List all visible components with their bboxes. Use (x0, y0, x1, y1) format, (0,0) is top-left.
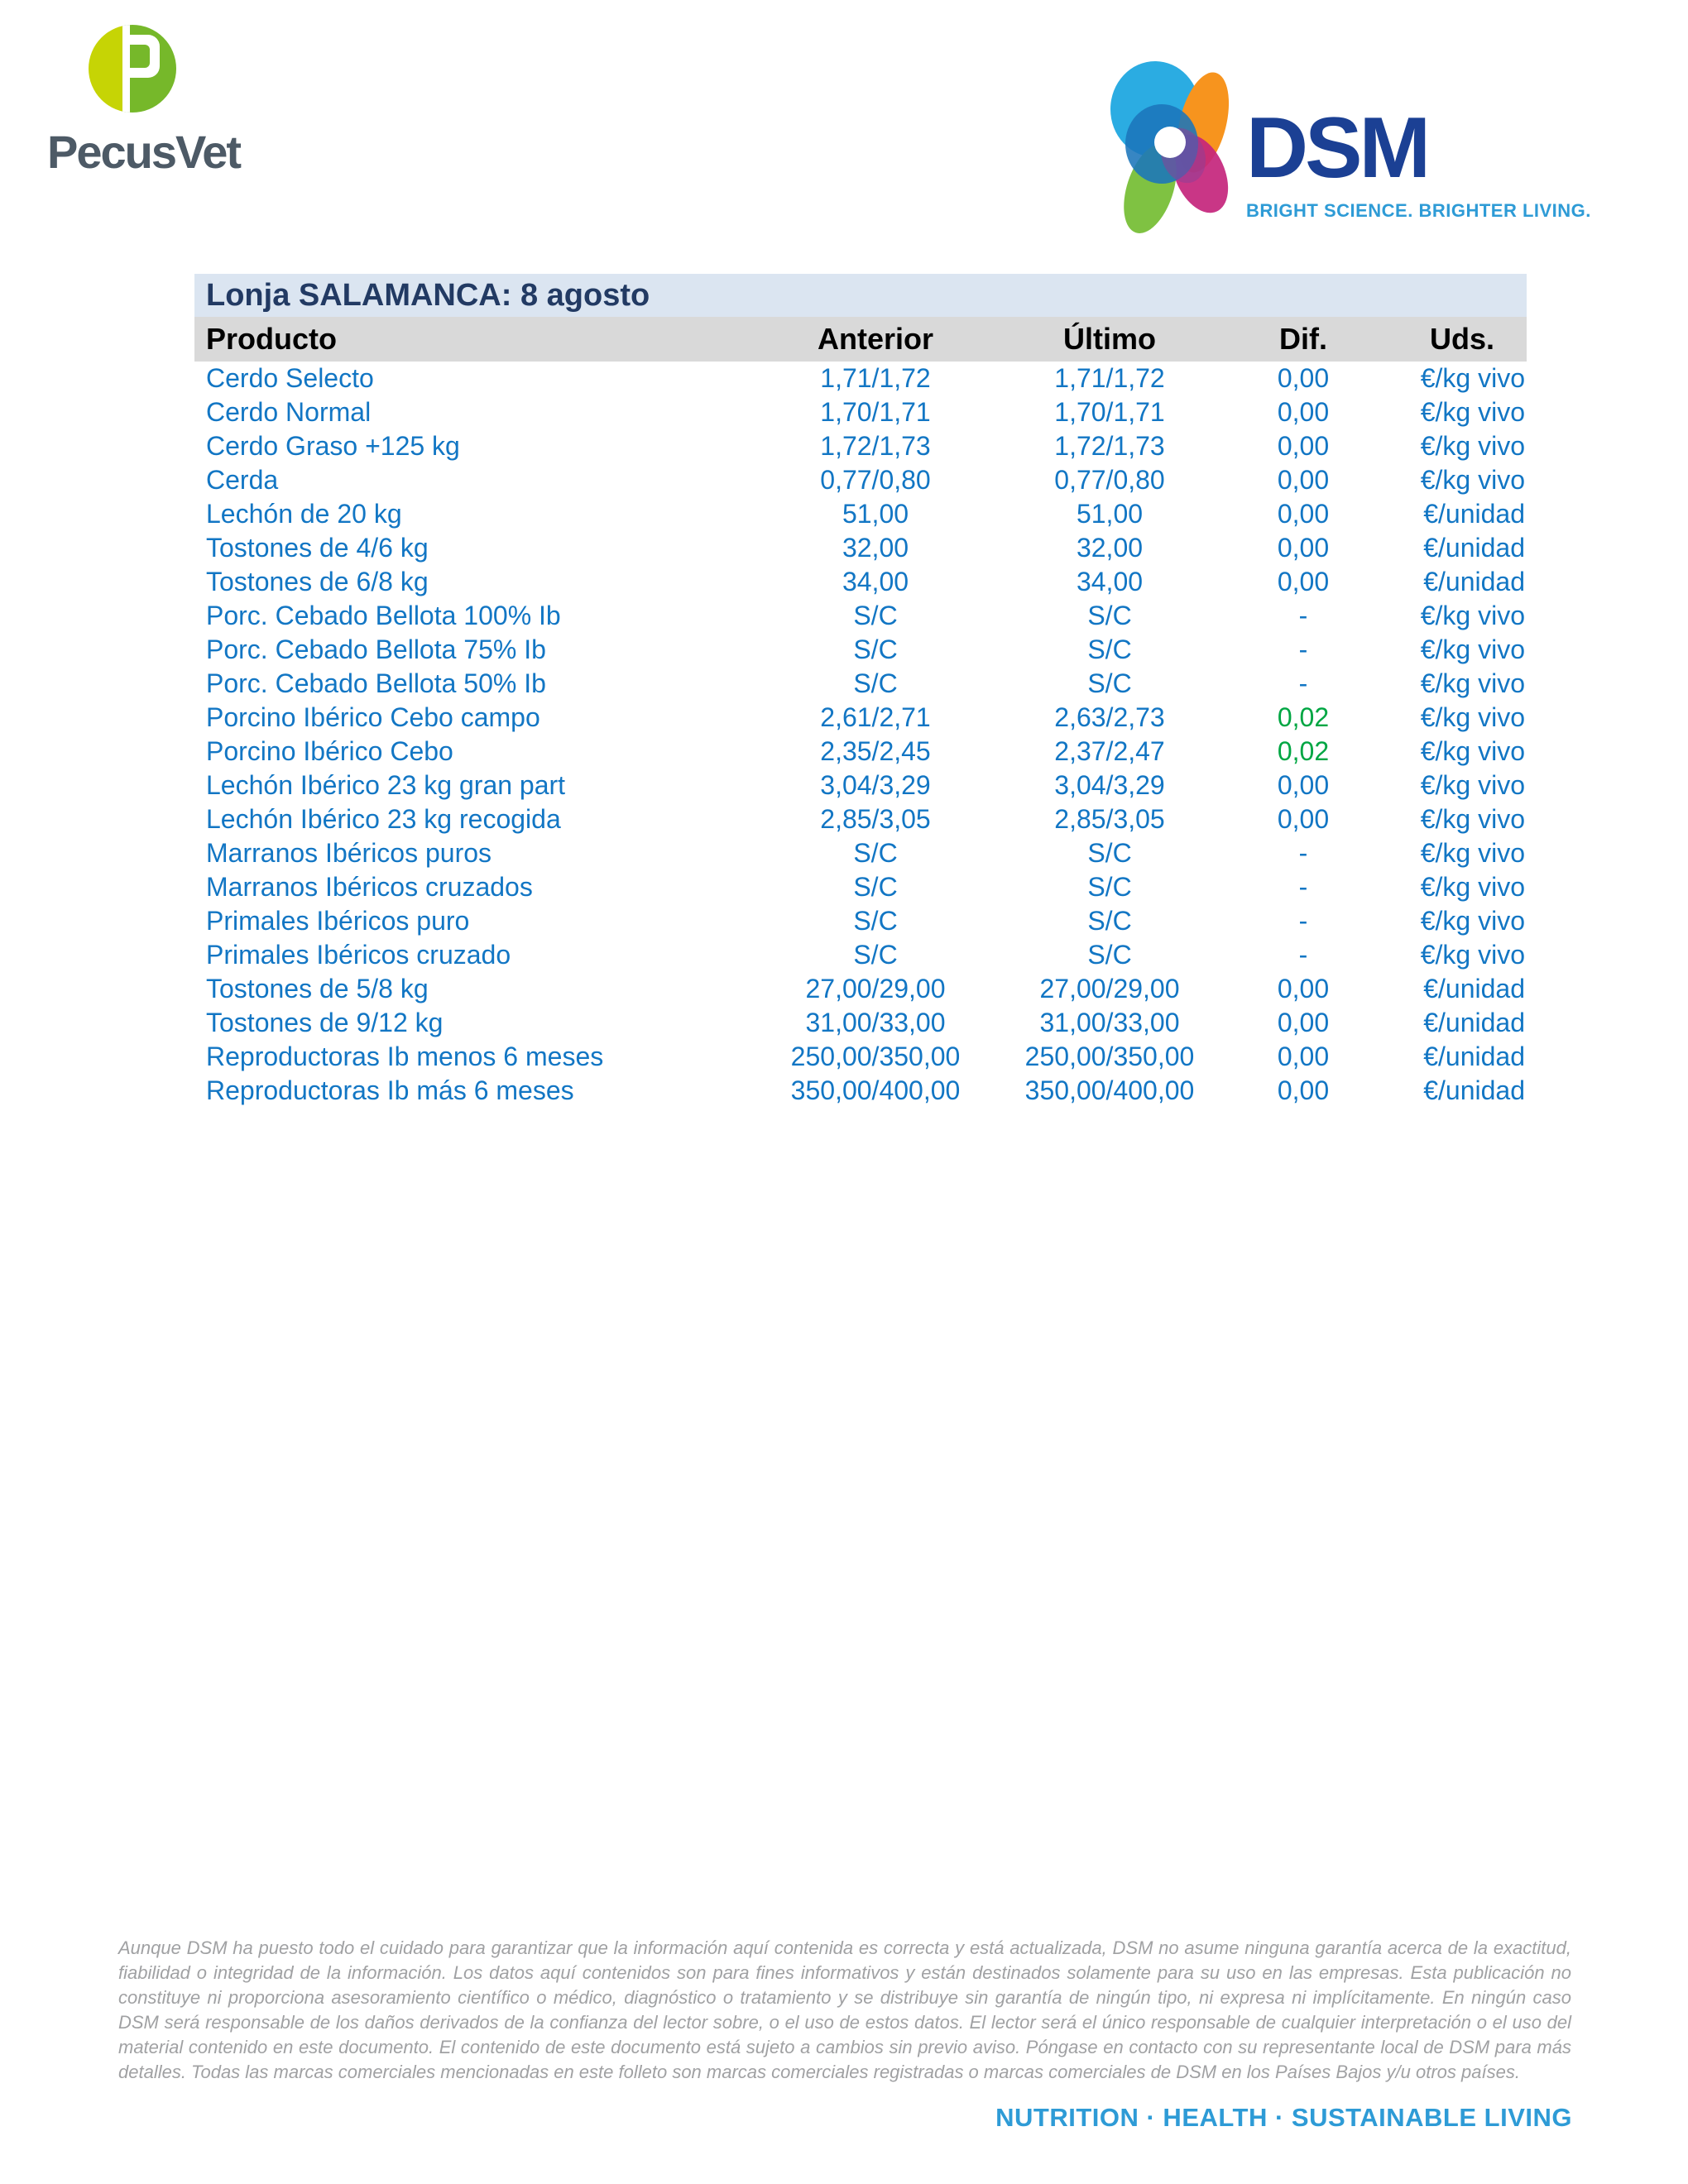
cell-producto: Cerdo Graso +125 kg (206, 431, 460, 461)
table-row (194, 362, 1527, 395)
cell-uds: €/unidad (1423, 499, 1525, 529)
cell-dif: 0,00 (1277, 770, 1330, 800)
table-row (194, 463, 1527, 497)
cell-anterior: 3,04/3,29 (820, 770, 931, 800)
cell-ultimo: S/C (1087, 635, 1132, 664)
cell-anterior: 51,00 (842, 499, 909, 529)
cell-anterior: 1,71/1,72 (820, 363, 931, 393)
table-row (194, 1040, 1527, 1074)
cell-ultimo: 1,70/1,71 (1054, 397, 1165, 427)
cell-anterior: 31,00/33,00 (805, 1008, 946, 1037)
footer-tagline: NUTRITION · HEALTH · SUSTAINABLE LIVING (995, 2103, 1572, 2132)
cell-ultimo: 350,00/400,00 (1024, 1075, 1195, 1105)
cell-producto: Reproductoras Ib menos 6 meses (206, 1042, 604, 1071)
cell-anterior: 1,72/1,73 (820, 431, 931, 461)
cell-dif: - (1298, 906, 1308, 936)
table-row (194, 972, 1527, 1006)
cell-anterior: 2,35/2,45 (820, 736, 931, 766)
cell-uds: €/unidad (1423, 533, 1525, 563)
cell-ultimo: 3,04/3,29 (1054, 770, 1165, 800)
cell-uds: €/kg vivo (1420, 838, 1525, 868)
cell-anterior: S/C (853, 906, 898, 936)
cell-uds: €/kg vivo (1420, 940, 1525, 970)
cell-ultimo: 0,77/0,80 (1054, 465, 1165, 495)
cell-uds: €/kg vivo (1420, 431, 1525, 461)
cell-dif: 0,00 (1277, 465, 1330, 495)
cell-ultimo: 27,00/29,00 (1039, 974, 1180, 1003)
cell-producto: Porc. Cebado Bellota 100% Ib (206, 601, 561, 630)
cell-anterior: 2,61/2,71 (820, 702, 931, 732)
table-row (194, 429, 1527, 463)
table-row (194, 599, 1527, 633)
cell-dif: 0,00 (1277, 1042, 1330, 1071)
column-header-ultimo: Último (1063, 322, 1156, 356)
cell-ultimo: 2,37/2,47 (1054, 736, 1165, 766)
table-row (194, 1006, 1527, 1040)
column-header-producto: Producto (206, 322, 337, 356)
cell-ultimo: S/C (1087, 872, 1132, 902)
cell-anterior: S/C (853, 872, 898, 902)
cell-uds: €/unidad (1423, 1008, 1525, 1037)
cell-producto: Porcino Ibérico Cebo campo (206, 702, 540, 732)
cell-dif: 0,00 (1277, 804, 1330, 834)
dsm-wordmark: DSM (1246, 100, 1428, 196)
cell-uds: €/kg vivo (1420, 906, 1525, 936)
cell-producto: Tostones de 5/8 kg (206, 974, 429, 1003)
cell-uds: €/kg vivo (1420, 465, 1525, 495)
cell-ultimo: 2,63/2,73 (1054, 702, 1165, 732)
cell-ultimo: 250,00/350,00 (1024, 1042, 1195, 1071)
cell-dif: - (1298, 838, 1308, 868)
cell-uds: €/kg vivo (1420, 872, 1525, 902)
cell-dif: 0,00 (1277, 397, 1330, 427)
cell-anterior: S/C (853, 601, 898, 630)
table-row (194, 565, 1527, 599)
cell-dif: 0,00 (1277, 533, 1330, 563)
cell-anterior: S/C (853, 838, 898, 868)
pecusvet-logo-icon (89, 25, 176, 113)
cell-uds: €/kg vivo (1420, 601, 1525, 630)
dsm-logo (1107, 58, 1591, 238)
table-row (194, 735, 1527, 769)
cell-dif: 0,00 (1277, 1008, 1330, 1037)
table-row (194, 802, 1527, 836)
cell-producto: Lechón Ibérico 23 kg gran part (206, 770, 566, 800)
cell-uds: €/unidad (1423, 1042, 1525, 1071)
cell-producto: Tostones de 4/6 kg (206, 533, 429, 563)
dsm-tagline: BRIGHT SCIENCE. BRIGHTER LIVING. (1246, 199, 1591, 221)
table-row (194, 938, 1527, 972)
dsm-logo-icon (1107, 58, 1233, 238)
cell-uds: €/kg vivo (1420, 804, 1525, 834)
cell-ultimo: S/C (1087, 838, 1132, 868)
cell-producto: Marranos Ibéricos puros (206, 838, 492, 868)
cell-uds: €/kg vivo (1420, 363, 1525, 393)
table-row (194, 870, 1527, 904)
table-row (194, 904, 1527, 938)
price-table (194, 274, 1527, 1108)
cell-dif: 0,00 (1277, 431, 1330, 461)
cell-ultimo: S/C (1087, 940, 1132, 970)
table-body (194, 362, 1527, 1108)
cell-ultimo: 1,72/1,73 (1054, 431, 1165, 461)
cell-dif: - (1298, 668, 1308, 698)
cell-anterior: S/C (853, 940, 898, 970)
cell-uds: €/unidad (1423, 567, 1525, 596)
table-row (194, 497, 1527, 531)
cell-dif: 0,00 (1277, 567, 1330, 596)
cell-anterior: 27,00/29,00 (805, 974, 946, 1003)
cell-producto: Cerdo Normal (206, 397, 372, 427)
cell-uds: €/kg vivo (1420, 635, 1525, 664)
cell-producto: Porc. Cebado Bellota 75% Ib (206, 635, 546, 664)
cell-producto: Lechón Ibérico 23 kg recogida (206, 804, 561, 834)
cell-dif: 0,02 (1277, 736, 1330, 766)
table-row (194, 836, 1527, 870)
column-header-anterior: Anterior (817, 322, 933, 356)
cell-dif: - (1298, 635, 1308, 664)
cell-dif: 0,02 (1277, 702, 1330, 732)
cell-anterior: 34,00 (842, 567, 909, 596)
cell-producto: Primales Ibéricos puro (206, 906, 470, 936)
cell-dif: 0,00 (1277, 1075, 1330, 1105)
dsm-text-block (1246, 100, 1591, 222)
cell-anterior: 0,77/0,80 (820, 465, 931, 495)
table-row (194, 531, 1527, 565)
cell-uds: €/kg vivo (1420, 397, 1525, 427)
cell-ultimo: 1,71/1,72 (1054, 363, 1165, 393)
cell-producto: Primales Ibéricos cruzado (206, 940, 511, 970)
table-header-row (194, 317, 1527, 362)
cell-dif: 0,00 (1277, 499, 1330, 529)
cell-ultimo: S/C (1087, 601, 1132, 630)
column-header-uds: Uds. (1429, 322, 1494, 356)
cell-dif: - (1298, 872, 1308, 902)
table-row (194, 769, 1527, 802)
cell-dif: - (1298, 940, 1308, 970)
cell-ultimo: S/C (1087, 668, 1132, 698)
disclaimer-text: Aunque DSM ha puesto todo el cuidado para garantizar que la información aquí contenida es correcta y está actualizada, DSM no asume ninguna garantía acerca de la exactitud, fiabilidad o integridad de la información. Los datos aquí contenidos son para fines informativos y están destinados solamente para su uso en las empresas. Esta publicación no constituye ni proporciona asesoramiento científico o médico, diagnóstico o tratamiento y se distribuye sin garantía de ningún tipo, ni expresa ni implícitamente. En ningún caso DSM será responsable de los daños derivados de la confianza del lector sobre, o el uso de estos datos. El lector será el único responsable de cualquier interpretación o el uso del material contenido en este documento. El contenido de este documento está sujeto a cambios sin previo aviso. Póngase en contacto con su representante local de DSM para más detalles. Todas las marcas comerciales mencionadas en este folleto son marcas comerciales registradas o marcas comerciales de DSM en los Países Bajos y/u otros países. (118, 1937, 1571, 2082)
cell-producto: Reproductoras Ib más 6 meses (206, 1075, 574, 1105)
cell-anterior: 350,00/400,00 (790, 1075, 961, 1105)
cell-uds: €/kg vivo (1420, 736, 1525, 766)
cell-anterior: 250,00/350,00 (790, 1042, 961, 1071)
table-row (194, 701, 1527, 735)
cell-ultimo: 34,00 (1076, 567, 1144, 596)
cell-producto: Porc. Cebado Bellota 50% Ib (206, 668, 546, 698)
cell-uds: €/unidad (1423, 974, 1525, 1003)
cell-producto: Cerdo Selecto (206, 363, 374, 393)
pecusvet-logo (47, 25, 241, 178)
table-title: Lonja SALAMANCA: 8 agosto (194, 274, 1527, 317)
cell-producto: Porcino Ibérico Cebo (206, 736, 453, 766)
cell-producto: Tostones de 9/12 kg (206, 1008, 444, 1037)
cell-dif: 0,00 (1277, 974, 1330, 1003)
cell-anterior: 2,85/3,05 (820, 804, 931, 834)
cell-producto: Tostones de 6/8 kg (206, 567, 429, 596)
cell-dif: - (1298, 601, 1308, 630)
column-header-dif: Dif. (1279, 322, 1327, 356)
cell-ultimo: 31,00/33,00 (1039, 1008, 1180, 1037)
table-row (194, 633, 1527, 667)
cell-dif: 0,00 (1277, 363, 1330, 393)
cell-uds: €/kg vivo (1420, 770, 1525, 800)
pecusvet-wordmark: PecusVet (47, 126, 241, 178)
cell-anterior: S/C (853, 635, 898, 664)
cell-uds: €/unidad (1423, 1075, 1525, 1105)
cell-uds: €/kg vivo (1420, 668, 1525, 698)
cell-anterior: S/C (853, 668, 898, 698)
cell-anterior: 1,70/1,71 (820, 397, 931, 427)
cell-producto: Cerda (206, 465, 279, 495)
cell-uds: €/kg vivo (1420, 702, 1525, 732)
cell-ultimo: 51,00 (1076, 499, 1144, 529)
table-row (194, 667, 1527, 701)
cell-producto: Marranos Ibéricos cruzados (206, 872, 533, 902)
cell-ultimo: 2,85/3,05 (1054, 804, 1165, 834)
table-row (194, 395, 1527, 429)
cell-ultimo: S/C (1087, 906, 1132, 936)
cell-producto: Lechón de 20 kg (206, 499, 402, 529)
cell-anterior: 32,00 (842, 533, 909, 563)
cell-ultimo: 32,00 (1076, 533, 1144, 563)
table-row (194, 1074, 1527, 1108)
